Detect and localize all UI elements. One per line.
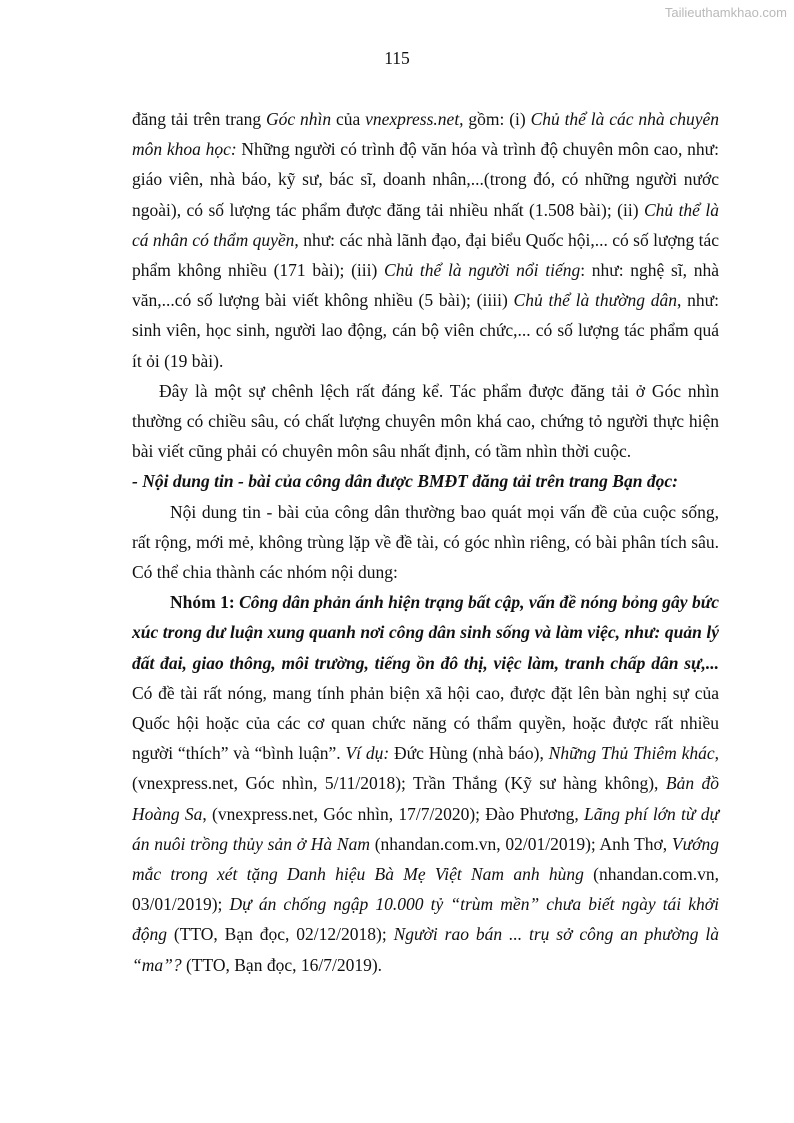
- paragraph-difference: Đây là một sự chênh lệch rất đáng kể. Tác phẩm được đăng tải ở Góc nhìn thường có chiều sâu, có chất lượng chuyên môn khá cao, chứng tỏ người thực hiện bài viết cũng phải có chuyên môn sâu nhất định, có tầm nhìn thời cuộc.: [132, 380, 719, 462]
- paragraph-group-1: Nhóm 1: Công dân phản ánh hiện trạng bất cập, vấn đề nóng bỏng gây bức xúc trong dư luận xung quanh nơi công dân sinh sống và làm việc, như: quản lý đất đai, giao thông, môi trường, tiếng ồn đô thị, việc làm, tranh chấp dân sự,... Có đề tài rất nóng, mang tính phản biện xã hội cao, được đặt lên bàn nghị sự của Quốc hội hoặc của các cơ quan chức năng có thẩm quyền, hoặc được rất nhiều người “thích” và “bình luận”. Ví dụ: Đức Hùng (nhà báo), Những Thủ Thiêm khác, (vnexpress.net, Góc nhìn, 5/11/2018); Trần Thắng (Kỹ sư hàng không), Bản đồ Hoàng Sa, (vnexpress.net, Góc nhìn, 17/7/2020); Đào Phương, Lãng phí lớn từ dự án nuôi trồng thủy sản ở Hà Nam (nhandan.com.vn, 02/01/2019); Anh Thơ, Vướng mắc trong xét tặng Danh hiệu Bà Mẹ Việt Nam anh hùng (nhandan.com.vn, 03/01/2019); Dự án chống ngập 10.000 tỷ “trùm mền” chưa biết ngày tái khởi động (TTO, Bạn đọc, 02/12/2018); Người rao bán ... trụ sở công an phường là “ma”? (TTO, Bạn đọc, 16/7/2019).: [132, 592, 720, 975]
- page-number: 115: [384, 48, 410, 68]
- paragraph-subjects: đăng tải trên trang Góc nhìn của vnexpress.net, gồm: (i) Chủ thể là các nhà chuyên môn khoa học: Những người có trình độ văn hóa và trình độ chuyên môn cao, như: giáo viên, nhà báo, kỹ sư, bác sĩ, doanh nhân,...(trong đó, có những người nước ngoài), có số lượng tác phẩm được đăng tải nhiều nhất (1.508 bài); (ii) Chủ thể là cá nhân có thẩm quyền, như: các nhà lãnh đạo, đại biểu Quốc hội,... có số lượng tác phẩm không nhiều (171 bài); (iii) Chủ thể là người nổi tiếng: như: nghệ sĩ, nhà văn,...có số lượng bài viết không nhiều (5 bài); (iiii) Chủ thể là thường dân, như: sinh viên, học sinh, người lao động, cán bộ viên chức,... có số lượng tác phẩm quá ít ỏi (19 bài).: [132, 109, 720, 371]
- document-body: [132, 104, 719, 980]
- section-heading: - Nội dung tin - bài của công dân được BMĐT đăng tải trên trang Bạn đọc:: [132, 471, 678, 492]
- watermark: Tailieuthamkhao.com: [664, 5, 787, 20]
- paragraph-content-overview: Nội dung tin - bài của công dân thường bao quát mọi vấn đề của cuộc sống, rất rộng, mới mẻ, không trùng lặp về đề tài, có góc nhìn riêng, có bài phân tích sâu. Có thể chia thành các nhóm nội dung:: [132, 501, 719, 583]
